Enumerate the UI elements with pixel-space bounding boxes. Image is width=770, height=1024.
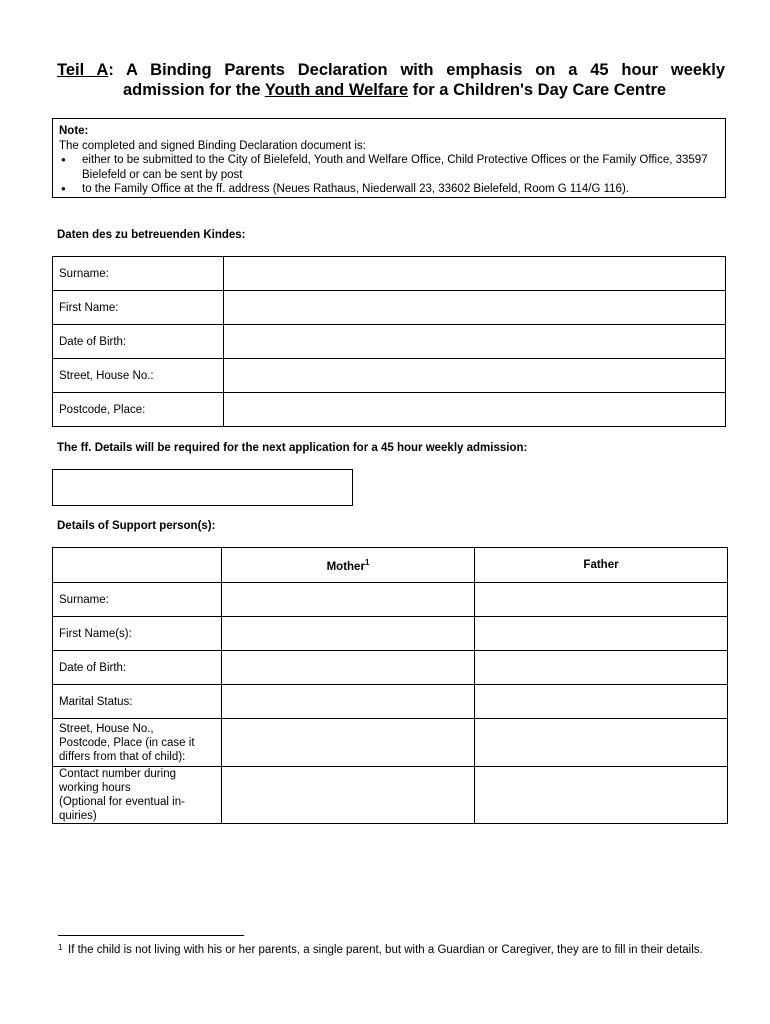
column-header-father: Father	[475, 548, 728, 583]
label-line: differs from that of child):	[59, 750, 186, 763]
mother-date-of-birth-field[interactable]	[222, 651, 475, 685]
child-street-field[interactable]	[224, 359, 726, 393]
mother-surname-field[interactable]	[222, 583, 475, 617]
label-line: (Optional for eventual in-	[59, 796, 185, 808]
column-header-mother	[222, 548, 475, 583]
admission-details-box[interactable]	[52, 469, 353, 506]
row-label-address	[53, 719, 222, 767]
title-line-2-end: for a Children's Day Care Centre	[408, 81, 667, 99]
row-label: Street, House No.:	[53, 359, 224, 393]
row-label: First Name(s):	[53, 617, 222, 651]
child-first-name-field[interactable]	[224, 291, 726, 325]
footnote-text: If the child is not living with his or her parents, a single parent, but with a Guardian or Caregiver, they are to fill in their details.	[68, 944, 703, 956]
father-address-field[interactable]	[475, 719, 728, 767]
label-line: working hours	[59, 782, 131, 794]
row-label: Surname:	[53, 583, 222, 617]
table-row	[53, 617, 728, 651]
title-line-2-start: admission for the	[123, 81, 265, 99]
row-label: Date of Birth:	[53, 325, 224, 359]
table-row	[53, 719, 728, 767]
title-line-1-rest: : A Binding Parents Declaration with emphasis on a 45 hour weekly	[108, 61, 725, 79]
note-heading: Note:	[59, 125, 89, 137]
note-bullet: ● either to be submitted to the City of Bielefeld, Youth and Welfare Office, Child Protective Offices or the Family Office, 33597 Bielefeld or can be sent by post	[59, 153, 719, 182]
child-surname-field[interactable]	[224, 257, 726, 291]
table-row	[53, 359, 726, 393]
row-label: Surname:	[53, 257, 224, 291]
title-prefix: Teil A	[57, 61, 109, 79]
table-row	[53, 393, 726, 427]
mother-marital-status-field[interactable]	[222, 685, 475, 719]
document-title	[57, 60, 725, 100]
father-first-name-field[interactable]	[475, 617, 728, 651]
support-persons-table	[52, 547, 728, 824]
mother-header-label: Mother	[326, 560, 365, 573]
label-line: Street, House No.,	[59, 722, 154, 735]
mother-address-field[interactable]	[222, 719, 475, 767]
details-required-label: The ff. Details will be required for the next application for a 45 hour weekly admission:	[57, 442, 528, 454]
footnote	[58, 943, 723, 958]
footnote-divider	[58, 935, 244, 936]
table-row	[53, 651, 728, 685]
row-label-contact	[53, 767, 222, 824]
table-row	[53, 291, 726, 325]
table-row	[53, 767, 728, 824]
table-row	[53, 583, 728, 617]
father-marital-status-field[interactable]	[475, 685, 728, 719]
table-header-row	[53, 548, 728, 583]
title-line-1	[57, 60, 725, 80]
title-line-2	[57, 80, 725, 100]
mother-contact-field[interactable]	[222, 767, 475, 824]
table-row	[53, 257, 726, 291]
father-contact-field[interactable]	[475, 767, 728, 824]
note-bullet-list	[59, 153, 719, 197]
empty-header-cell	[53, 548, 222, 583]
father-date-of-birth-field[interactable]	[475, 651, 728, 685]
row-label: Marital Status:	[53, 685, 222, 719]
child-section-label: Daten des zu betreuenden Kindes:	[57, 229, 246, 241]
row-label: First Name:	[53, 291, 224, 325]
note-box	[52, 118, 726, 198]
child-details-table	[52, 256, 726, 427]
mother-first-name-field[interactable]	[222, 617, 475, 651]
note-bullet: ● to the Family Office at the ff. address (Neues Rathaus, Niederwall 23, 33602 Bielefeld, Room G 114/G 116).	[59, 182, 719, 197]
child-date-of-birth-field[interactable]	[224, 325, 726, 359]
label-line: Postcode, Place (in case it	[59, 736, 195, 749]
father-surname-field[interactable]	[475, 583, 728, 617]
note-intro: The completed and signed Binding Declaration document is:	[59, 139, 366, 152]
label-line: Contact number during	[59, 768, 176, 780]
child-postcode-field[interactable]	[224, 393, 726, 427]
label-line: quiries)	[59, 810, 97, 822]
row-label: Postcode, Place:	[53, 393, 224, 427]
footnote-number: 1	[58, 943, 63, 952]
table-row	[53, 325, 726, 359]
row-label: Date of Birth:	[53, 651, 222, 685]
support-section-label: Details of Support person(s):	[57, 520, 216, 532]
table-row	[53, 685, 728, 719]
footnote-marker: 1	[364, 557, 370, 567]
title-underlined-office: Youth and Welfare	[264, 81, 409, 99]
